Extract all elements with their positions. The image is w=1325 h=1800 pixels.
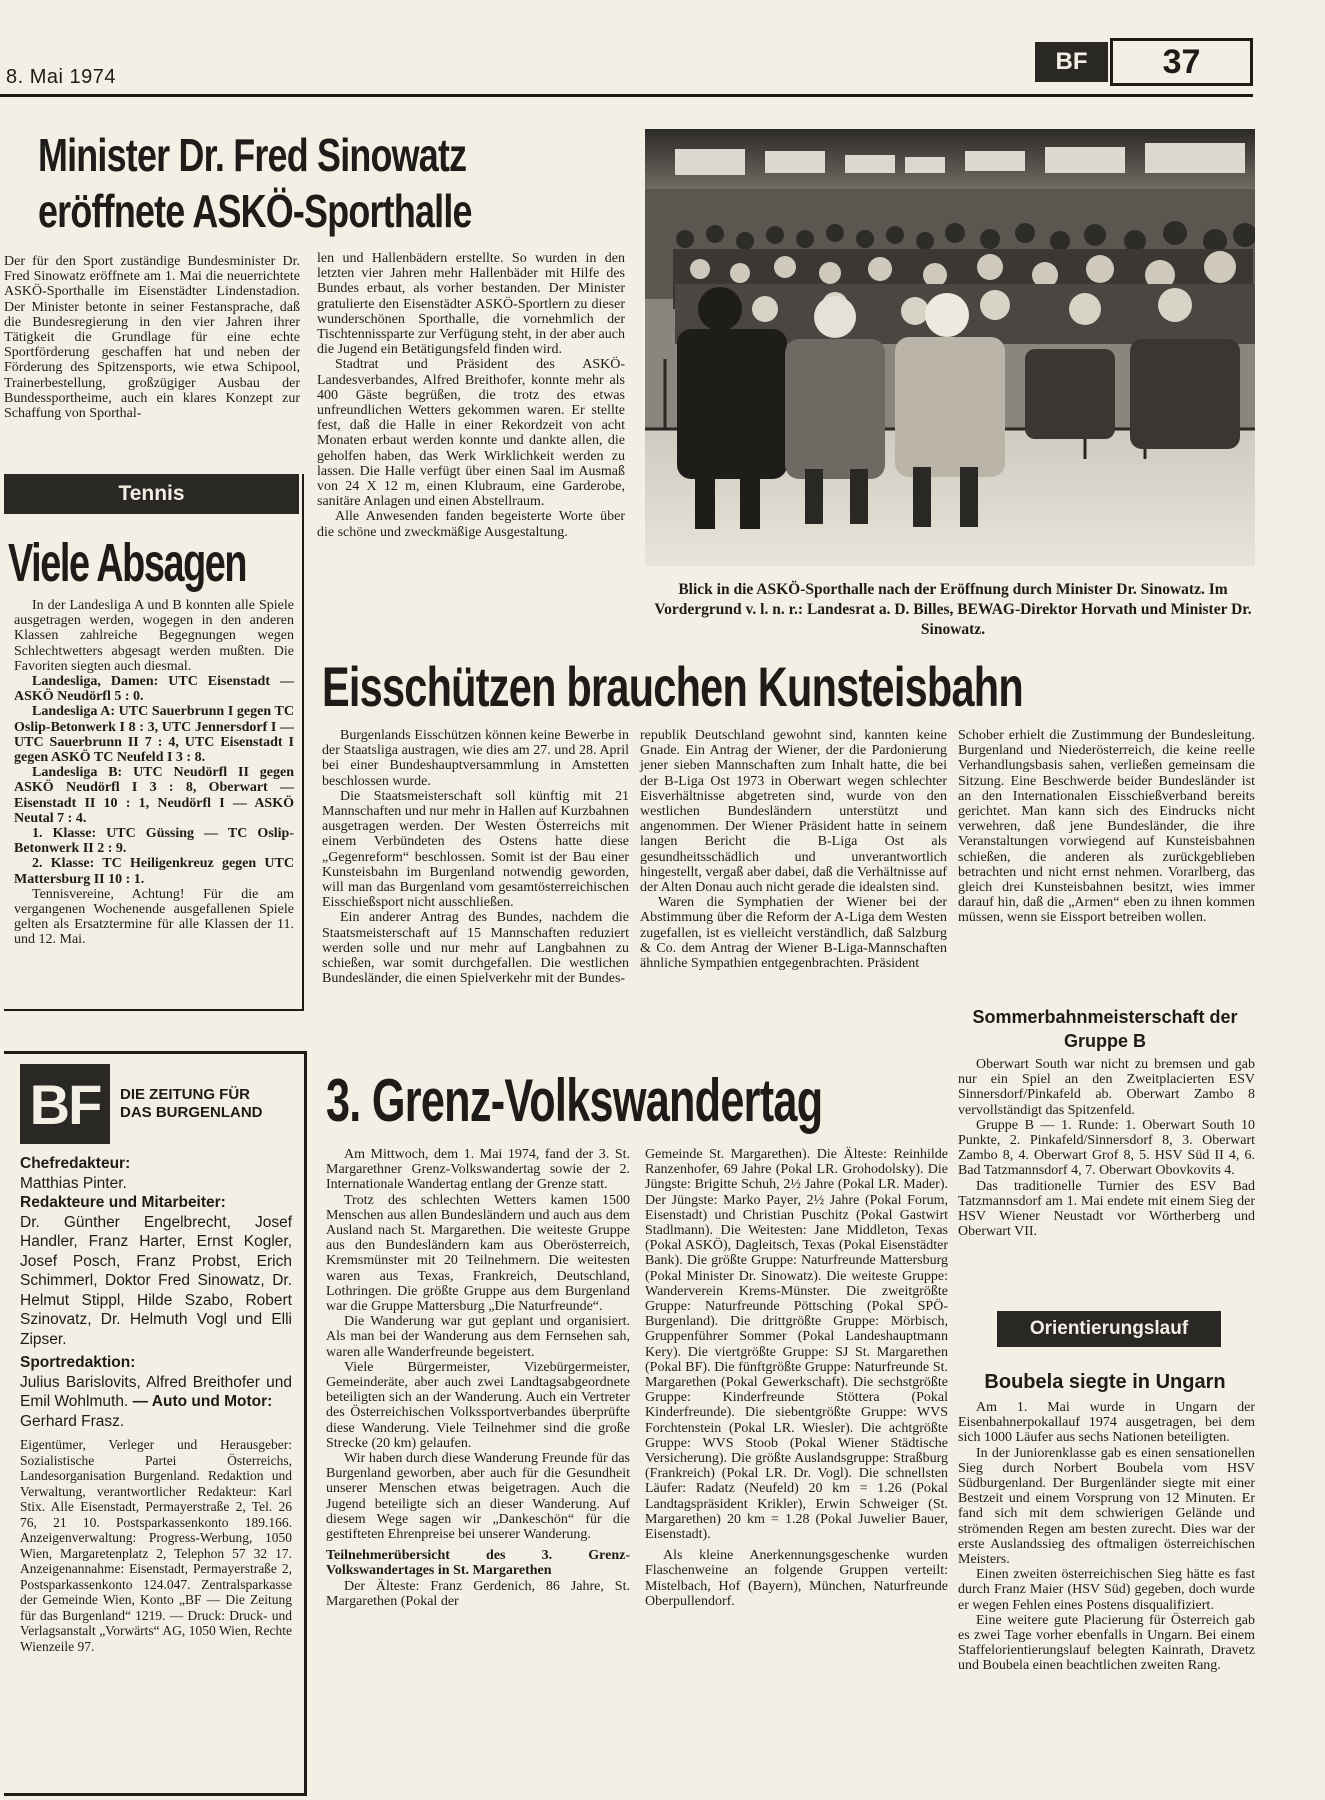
bf-logo: BF	[20, 1064, 110, 1144]
eisschuetzen-paragraph: republik Deutschland gewohnt sind, kannten keine Gnade. Ein Antrag der Wiener, der die Pardonierung jener sieben Mannschaften zum Inhalt hatte, die bei der B-Liga Ost 1973 in Oberwart wegen schlechter Eisverhältnisse abgetreten sind, wurde von den westlichen Bundesländern unterstützt und angenommen. Der Wiener Präsident hatte in seinem langen Bericht die B-Liga Ost als gesundheitsschädlich und unverantwortlich hingestellt, vergaß aber dabei, daß die Verhältnisse auf der Alten Donau auch nicht gerade die idealsten sind.	[640, 728, 947, 896]
eisschuetzen-paragraph: Die Staatsmeisterschaft soll künftig mit 21 Mannschaften und nur mehr in Hallen auf Kurzbahnen ausgetragen werden. Der Westen Österreichs mit einem Verbündeten des Ostens hatte diese „Gegenreform“ beschlossen. Somit ist der Bau einer Kunsteisbahn im Burgenland notwendig geworden, will man das Burgenland vom gesamtösterreichischen Eisschießsport nicht ausschließen.	[322, 788, 629, 911]
tennis-label: Tennis	[4, 474, 299, 514]
photo-caption: Blick in die ASKÖ-Sporthalle nach der Eröffnung durch Minister Dr. Sinowatz. Im Vordergrund v. l. n. r.: Landesrat a. D. Billes, BEWAG-Direktor Horvath und Minister Dr. Sinowatz.	[654, 581, 1252, 638]
sinowatz-paragraph: Alle Anwesenden fanden begeisterte Worte über die schöne und zweckmäßige Ausgestaltung.	[317, 509, 625, 540]
issue-date: 8. Mai 1974	[6, 66, 117, 88]
redakteure-label: Redakteure und Mitarbeiter:	[20, 1194, 226, 1211]
volkswandertag-paragraph: Gemeinde St. Margarethen). Die Älteste: Reinhilde Ranzenhofer, 69 Jahre (Pokal LR. Grohodolsky). Die Jüngste: Brigitte Schuh, 2½ Jahre (Pokal LR. Mader). Der Jüngste: Marko Payer, 2½ Jahre (Pokal Forum, Eisenstadt) und Christian Puschitz (Pokal Gastwirt Stadlmann). Die Weitesten: Jane Middleton, Texas (Pokal ASKÖ), Dagleitsch, Texas (Pokal Eisenstädter Bank). Die größte Gruppe: Naturfreunde Mattersburg (Pokal Minister Dr. Sinowatz). Die weiteste Gruppe: Wanderverein Krems-Münster. Die zweitgrößte Gruppe: Naturfreunde Pöttsching (Pokal SPÖ-Burgenland). Die drittgrößte Gruppe: Mörbisch, Gruppenführer Sommer (Pokal Landeshauptmann Kery). Die viertgrößte Gruppe: SJ St. Margarethen (Pokal BF). Die fünftgrößte Gruppe: Naturfreunde St. Margarethen (Pokal Gewerkschaft). Die sechstgrößte Gruppe: Kinderfreunde Stöttera (Pokal Kinderfreunde). Die siebentgrößte Gruppe: WVS Forchtenstein (Pokal LR. Wiesler). Die achtgrößte Gruppe: WVS Stoob (Pokal Wiener Städtische Versicherung). Die größte Auslandsgruppe: Straßburg (Frankreich) (Pokal LR. Dr. Vogl). Die schnellsten Läufer: Radatz (Neufeld) 20 km = 1.26 (Pokal Landtagspräsident Krikler), Erwin Schweiger (St. Margarethen) 20 km = 1.28 (Pokal Juwelier Bauer, Eisenstadt).	[645, 1147, 948, 1543]
volkswandertag-paragraph: Am Mittwoch, dem 1. Mai 1974, fand der 3. St. Margarethner Grenz-Volkswandertag sowie der 2. Internationale Wandertag entlang der Grenze statt.	[326, 1147, 630, 1193]
tennis-paragraph: Tennisvereine, Achtung! Für die am vergangenen Wochenende ausgefallenen Spiele gelten als Ersatztermine für alle Klassen der 11. und 12. Mai.	[14, 886, 294, 948]
orientierungslauf-body	[958, 1400, 1255, 1674]
eisschuetzen-column-1	[322, 728, 629, 986]
impressum-tagline-1: DIE ZEITUNG FÜR	[120, 1086, 250, 1103]
orientierungslauf-paragraph: In der Juniorenklasse gab es einen sensationellen Sieg durch Norbert Boubela vom HSV Südburgenland. Der Burgenländer siegte mit einer Bestzeit und einem Vorsprung von 12 Minuten. Er fand sich mit dem schwierigen Gelände und strömenden Regen am besten zurecht. Dies war der erste Auslandssieg des oftmaligen österreichischen Meisters.	[958, 1445, 1255, 1568]
sportredaktion-label: Sportredaktion:	[20, 1354, 136, 1371]
auto-motor-name: Gerhard Frasz.	[20, 1412, 125, 1430]
redakteure-names: Dr. Günther Engelbrecht, Josef Handler, Franz Harter, Ernst Kogler, Josef Posch, Franz Probst, Erich Schimmerl, Doktor Fred Sinowatz, Dr. Helmut Stippl, Hilde Szabo, Robert Szinovatz, Dr. Helmuth Vogl und Elli Zipser.	[20, 1213, 292, 1348]
volkswandertag-paragraph: Wir haben durch diese Wanderung Freunde für das Burgenland geworben, aber auch für die Gesundheit unserer Menschen etwas beigetragen. Auch die Jugend beteiligte sich an dieser Wanderung. Auf diesem Wege sagen wir „Dankeschön“ für die gestifteten Ehrenpreise bei unserer Wanderung.	[326, 1451, 630, 1543]
tennis-paragraph: Landesliga, Damen: UTC Eisenstadt — ASKÖ Neudörfl 5 : 0.	[14, 674, 294, 705]
orientierungslauf-paragraph: Eine weitere gute Placierung für Österreich gab es zwei Tage vorher ebenfalls in Ungarn. Bei einem Staffelorientierungslauf belegten Kainrath, Dravetz und Boubela einen beachtlichen zweiten Rang.	[958, 1612, 1255, 1674]
sportredaktion-names: Julius Barislovits, Alfred Breithofer und Emil Wohlmuth.	[20, 1373, 292, 1410]
sinowatz-paragraph: len und Hallenbädern erstellte. So wurden in den letzten vier Jahren mehr Hallenbäder mit Hilfe des Bundes erbaut, als vorher bestanden. Der Minister gratulierte den Eisenstädter ASKÖ-Sportlern zu dieser wunderschönen Sporthalle, die vornehmlich der Tischtennissparte zur Verfügung steht, in der aber auch die Jugend ein Betätigungsfeld finden wird.	[317, 251, 625, 358]
eisschuetzen-column-3	[958, 728, 1255, 926]
sommerbahn-paragraph: Oberwart South war nicht zu bremsen und gab nur ein Spiel an den Zweitplacierten ESV Sinnersdorf/Pinkafeld ab. Oberwart Zambo 8 vervollständigt das Spitzenfeld.	[958, 1057, 1255, 1118]
impressum-tagline-2: DAS BURGENLAND	[120, 1104, 263, 1121]
orientierungslauf-paragraph: Einen zweiten österreichischen Sieg hätte es fast durch Franz Maier (HSV Süd) gegeben, doch wurde er wegen Fehlen eines Postens disqualifiziert.	[958, 1567, 1255, 1613]
volkswandertag-paragraph: Der Älteste: Franz Gerdenich, 86 Jahre, St. Margarethen (Pokal der	[326, 1578, 630, 1609]
orientierungslauf-headline: Boubela siegte in Ungarn	[984, 1371, 1226, 1393]
eisschuetzen-paragraph: Burgenlands Eisschützen können keine Bewerbe in der Staatsliga austragen, wie dies am 27. und 28. April bei einer Bundeshauptversammlung in Amstetten beschlossen wurde.	[322, 728, 629, 789]
sinowatz-paragraph: Stadtrat und Präsident des ASKÖ-Landesverbandes, Alfred Breithofer, konnte mehr als 400 Gäste begrüßen, die trotz des etwas unfreundlichen Wetters gekommen waren. Er stellte fest, daß die Halle in einer Rekordzeit von acht Monaten erbaut werden konnte und dankte allen, die geholfen haben, das Werk Wirklichkeit werden zu lassen. Die Halle verfügt über einen Saal im Ausmaß von 24 X 12 m, einen Klubraum, eine Garderobe, sanitäre Anlagen und einen Abstellraum.	[317, 357, 625, 510]
tennis-headline: Viele Absagen	[8, 533, 247, 593]
tennis-paragraph: 1. Klasse: UTC Güssing — TC Oslip-Betonwerk II 2 : 9.	[14, 826, 294, 857]
eisschuetzen-paragraph: Schober erhielt die Zustimmung der Bundesleitung. Burgenland und Niederösterreich, die keine reelle Verhandlungsbasis sahen, verließen gemeinsam die Sitzung. Eine Beschwerde beider Bundesländer ist an den Internationalen Eisschießverband bereits gerichtet. Man kann sich des Eindrucks nicht verwehren, daß jene Bundesländer, die ihre Veranstaltungen vorwiegend auf Kunsteisbahnen schießen, die anderen als zurückgeblieben betrachten und nicht ernst nehmen. Vorarlberg, das gleich drei Kunsteisbahnen besitzt, wies immer darauf hin, daß die „Armen“ eben zu ihnen kommen müssen, wenn sie Eissport betreiben wollen.	[958, 728, 1255, 926]
sinowatz-headline-line2: eröffnete ASKÖ-Sporthalle	[38, 185, 472, 237]
volkswandertag-paragraph: Trotz des schlechten Wetters kamen 1500 Menschen aus allen Bundesländern und auch aus dem Ausland nach St. Margarethen. Die weiteste Gruppe aus den Bundesländern kam aus Oberösterreich, Kremsmünster mit 20 Teilnehmern. Die weitesten waren aus Texas, Frankreich, Deutschland, Lothringen. Die größte Gruppe aus dem Burgenland war die Gruppe Mattersburg „Die Naturfreunde“.	[326, 1192, 630, 1315]
orientierungslauf-label: Orientierungslauf	[997, 1311, 1221, 1347]
volkswandertag-column-2	[645, 1147, 948, 1609]
impressum-small-print: Eigentümer, Verleger und Herausgeber: Sozialistische Partei Österreichs, Landesorganisation Burgenland. Redaktion und Verwaltung, verantwortlicher Redakteur: Karl Stix. Alle Eisenstadt, Permayerstraße 2, Tel. 26 76, 21 10. Postsparkassenkonto 189.166. Anzeigenverwaltung: Progress-Werbung, 1050 Wien, Margaretenplatz 2, Telephon 57 32 17. Anzeigenannahme: Eisenstadt, Permayerstraße 2, Postsparkassenkonto 124.047. Zentralsparkasse der Gemeinde Wien, Konto „BF — Die Zeitung für das Burgenland“ 1219. — Druck: Druck- und Verlagsanstalt „Vorwärts“ AG, 1050 Wien, Rechte Wienzeile 97.	[20, 1437, 292, 1654]
tennis-body	[14, 598, 294, 948]
impressum-box	[4, 1051, 307, 1796]
auto-motor-label: — Auto und Motor:	[132, 1393, 273, 1410]
eisschuetzen-headline: Eisschützen brauchen Kunsteisbahn	[322, 655, 1023, 718]
volkswandertag-paragraph: Als kleine Anerkennungsgeschenke wurden Flaschenweine an folgende Gruppen verteilt: Mistelbach, Hof (Bayern), München, Naturfreunde Oberpullendorf.	[645, 1548, 948, 1609]
sporthalle-photo	[645, 129, 1255, 566]
volkswandertag-paragraph: Viele Bürgermeister, Vizebürgermeister, Gemeinderäte, aber auch zwei Landtagsabgeordnete beteiligten sich an der Wanderung. Auch ein Vertreter des Österreichischen Volkssportverbandes überprüfte diese Wanderung. Viele Teilnehmer sind die große Strecke (20 km) gelaufen.	[326, 1359, 630, 1451]
sinowatz-paragraph: Der für den Sport zuständige Bundesminister Dr. Fred Sinowatz eröffnete am 1. Mai die neuerrichtete ASKÖ-Sporthalle im Eisenstädter Lindenstadion. Der Minister betonte in seiner Festansprache, daß die Bundesregierung in den vier Jahren ihrer Tätigkeit die Grundlage für eine echte Sportförderung geschaffen hat und neben der Förderung des Spitzensports, wie etwa Schipool, Trainerbestellung, großzügiger Ausbau der Bundessportheime, auch ein klares Konzept zur Schaffung von Sporthal-	[4, 254, 300, 422]
volkswandertag-headline: 3. Grenz-Volkswandertag	[326, 1067, 823, 1134]
masthead-badge: BF	[1035, 42, 1108, 82]
header-rule	[0, 94, 1253, 97]
sommerbahn-headline: Sommerbahnmeisterschaft der Gruppe B	[972, 1007, 1238, 1051]
sinowatz-column-1	[4, 254, 300, 421]
tennis-paragraph: In der Landesliga A und B konnten alle Spiele ausgetragen werden, wogegen in den anderen Klassen zahlreiche Begegnungen wegen Schlechtwetters abgesagt werden mußten. Die Favoriten siegten auch diesmal.	[14, 598, 294, 674]
volkswandertag-paragraph: Teilnehmerübersicht des 3. Grenz-Volkswandertages in St. Margarethen	[326, 1548, 630, 1579]
chefredakteur-label: Chefredakteur:	[20, 1155, 131, 1172]
sommerbahn-body	[958, 1057, 1255, 1239]
tennis-paragraph: 2. Klasse: TC Heiligenkreuz gegen UTC Mattersburg II 10 : 1.	[14, 856, 294, 887]
volkswandertag-paragraph: Die Wanderung war gut geplant und organisiert. Als man bei der Wanderung aus dem Fernsehen sah, waren alle Wanderfreunde begeistert.	[326, 1314, 630, 1360]
eisschuetzen-column-2	[640, 728, 947, 971]
orientierungslauf-paragraph: Am 1. Mai wurde in Ungarn der Eisenbahnerpokallauf 1974 ausgetragen, bei dem sich 1000 Läufer aus sechs Nationen beteiligten.	[958, 1400, 1255, 1446]
eisschuetzen-paragraph: Ein anderer Antrag des Bundes, nachdem die Staatsmeisterschaft auf 15 Mannschaften reduziert werden solle und nur mehr auf Langbahnen zu schießen, war somit durchgefallen. Die westlichen Bundesländer, die einen Spielverkehr mit der Bundes-	[322, 910, 629, 987]
chefredakteur-name: Matthias Pinter.	[20, 1174, 127, 1192]
eisschuetzen-paragraph: Waren die Symphatien der Wiener bei der Abstimmung über die Reform der A-Liga dem Westen zugefallen, ist es vielleicht verständlich, daß Salzburg & Co. dem Antrag der Wiener B-Liga-Mannschaften ähnliche Sympathien entgegenbrachten. Präsident	[640, 895, 947, 972]
tennis-paragraph: Landesliga B: UTC Neudörfl II gegen ASKÖ Neudörfl I 3 : 8, Oberwart — Eisenstadt II 10 : 1, Neudörfl I — ASKÖ Neutal 7 : 4.	[14, 765, 294, 826]
page-number: 37	[1110, 38, 1253, 86]
volkswandertag-column-1	[326, 1147, 630, 1609]
sinowatz-headline-line1: Minister Dr. Fred Sinowatz	[38, 129, 467, 181]
sommerbahn-paragraph: Gruppe B — 1. Runde: 1. Oberwart South 10 Punkte, 2. Pinkafeld/Sinnersdorf 8, 3. Oberwart Zambo 8, 4. Oberwart Grof 8, 5. HSV Süd II 4, 6. Bad Tatzmannsdorf 4, 7. Oberwart Obovkovits 4.	[958, 1117, 1255, 1179]
sinowatz-column-2	[317, 251, 625, 540]
sommerbahn-paragraph: Das traditionelle Turnier des ESV Bad Tatzmannsdorf am 1. Mai endete mit einem Sieg der HSV Wiener Neustadt vor Wörtherberg und Oberwart VII.	[958, 1178, 1255, 1240]
tennis-paragraph: Landesliga A: UTC Sauerbrunn I gegen TC Oslip-Betonwerk I 8 : 3, UTC Jennersdorf I — UTC Sauerbrunn II 7 : 4, UTC Eisenstadt I gegen ASKÖ TC Neufeld I 3 : 8.	[14, 704, 294, 766]
